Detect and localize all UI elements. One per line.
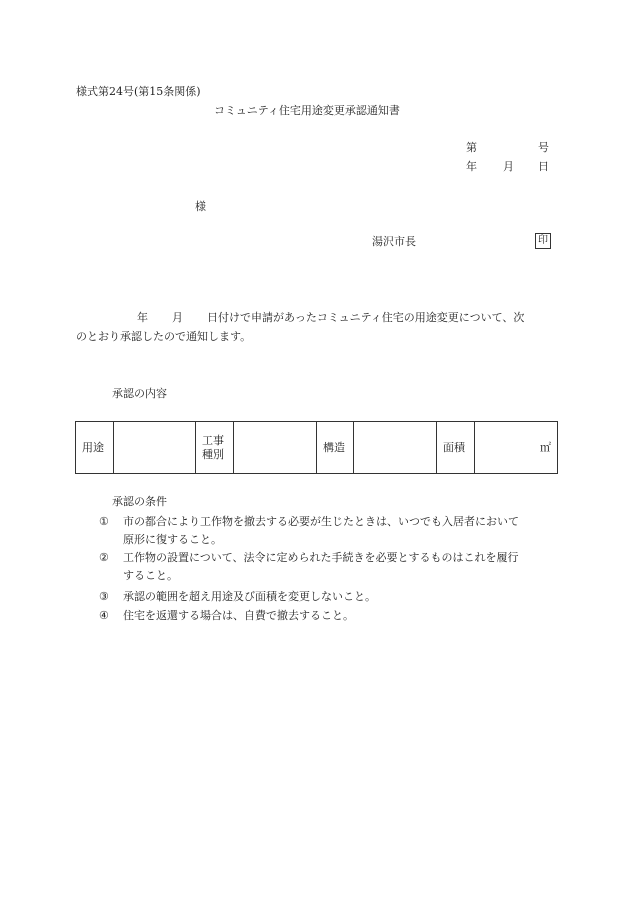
body-month-mark: 月 — [172, 311, 183, 324]
body-year-mark: 年 — [137, 311, 148, 324]
date-year: 年 — [466, 160, 477, 173]
condition-number: ① — [99, 515, 109, 528]
condition-text: 承認の範囲を超え用途及び面積を変更しないこと。 — [123, 590, 376, 603]
approval-content-table — [75, 421, 558, 474]
conditions-heading: 承認の条件 — [112, 495, 167, 508]
addressee-honorific: 様 — [195, 200, 206, 213]
document-title: コミュニティ住宅用途変更承認通知書 — [214, 104, 400, 117]
condition-item-2 — [99, 549, 555, 585]
issuer-name: 湯沢市長 — [372, 235, 416, 248]
content-heading: 承認の内容 — [112, 387, 167, 400]
condition-number: ② — [99, 551, 109, 564]
condition-text-cont: すること。 — [123, 569, 178, 582]
body-text-line1: 日付けで申請があったコミュニティ住宅の用途変更について、次 — [207, 311, 525, 324]
seal-mark: 印 — [535, 233, 551, 249]
use-value — [114, 422, 196, 474]
structure-value — [354, 422, 437, 474]
doc-number-prefix: 第 — [466, 141, 477, 154]
condition-text: 工作物の設置について、法令に定められた手続きを必要とするものはこれを履行 — [123, 551, 519, 564]
body-text-line2: のとおり承認したので通知します。 — [76, 330, 252, 343]
condition-number: ③ — [99, 590, 109, 603]
work-type-label-line2: 種別 — [202, 447, 224, 461]
area-unit: ㎡ — [475, 422, 558, 474]
form-number: 様式第24号(第15条関係) — [76, 85, 201, 98]
area-label: 面積 — [437, 422, 475, 474]
date-month: 月 — [503, 160, 514, 173]
condition-text: 市の都合により工作物を撤去する必要が生じたときは、いつでも入居者において — [123, 515, 519, 528]
condition-text: 住宅を返還する場合は、自費で撤去すること。 — [123, 609, 354, 622]
condition-number: ④ — [99, 609, 109, 622]
use-label: 用途 — [76, 422, 114, 474]
work-type-label-line1: 工事 — [202, 433, 224, 447]
work-type-label — [196, 422, 234, 474]
structure-label: 構造 — [317, 422, 354, 474]
work-type-value — [234, 422, 317, 474]
condition-text-cont: 原形に復すること。 — [123, 533, 222, 546]
condition-item-3 — [99, 588, 555, 606]
condition-item-1 — [99, 513, 555, 549]
doc-number-suffix: 号 — [538, 141, 549, 154]
condition-item-4 — [99, 607, 555, 625]
date-day: 日 — [538, 160, 549, 173]
